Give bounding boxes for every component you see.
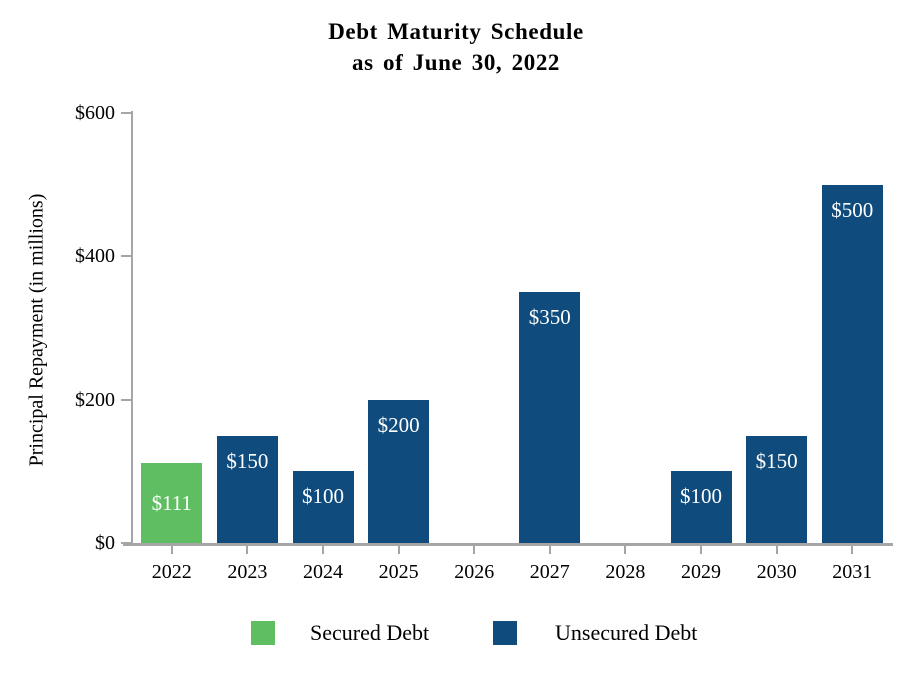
legend-swatch-unsecured-debt <box>493 621 517 645</box>
legend <box>0 621 912 647</box>
x-axis-label: 2023 <box>227 561 268 583</box>
chart-title-line2: as of June 30, 2022 <box>351 50 561 75</box>
legend-label-unsecured-debt: Unsecured Debt <box>555 620 698 645</box>
y-axis-tick <box>121 542 133 544</box>
x-axis-tick <box>851 546 853 554</box>
y-tick-label: $200 <box>75 388 115 411</box>
y-axis-tick <box>121 399 133 401</box>
y-axis-title: Principal Repayment (in millions) <box>25 193 48 467</box>
y-tick-label: $600 <box>75 102 115 124</box>
bar-2029 <box>671 471 732 543</box>
y-axis-tick <box>121 255 133 257</box>
chart-title-line1: Debt Maturity Schedule <box>328 19 584 44</box>
x-axis-label: 2025 <box>378 561 419 583</box>
bar-2031 <box>822 185 883 543</box>
x-axis-label: 2028 <box>605 561 646 583</box>
bar-value-label-2031: $500 <box>831 197 874 222</box>
bar-value-label-2025: $200 <box>377 412 420 437</box>
bar-value-label-2030: $150 <box>755 448 798 473</box>
x-axis-tick <box>549 546 551 554</box>
x-axis-tick <box>246 546 248 554</box>
legend-label-secured-debt: Secured Debt <box>310 620 430 645</box>
bar-2023 <box>217 436 278 544</box>
x-axis-tick <box>776 546 778 554</box>
bar-2024 <box>293 471 354 543</box>
bar-value-label-2029: $100 <box>680 484 722 509</box>
x-axis-tick <box>322 546 324 554</box>
bar-2022 <box>141 463 202 543</box>
x-axis-label: 2026 <box>454 561 495 583</box>
y-axis-line <box>131 111 133 546</box>
bar-2025 <box>368 400 429 543</box>
bar-2027 <box>519 292 580 543</box>
x-axis-tick <box>473 546 475 554</box>
bar-value-label-2022: $111 <box>151 491 193 516</box>
y-axis-tick <box>121 112 133 114</box>
x-axis-tick <box>700 546 702 554</box>
x-axis-label: 2029 <box>681 561 721 583</box>
x-axis-tick <box>398 546 400 554</box>
x-axis-label: 2030 <box>756 561 797 583</box>
bar-value-label-2027: $350 <box>528 305 571 330</box>
y-tick-label: $0 <box>95 532 115 554</box>
x-axis-tick <box>624 546 626 554</box>
x-axis-label: 2022 <box>151 561 192 583</box>
x-axis-label: 2027 <box>529 561 570 583</box>
x-axis-label: 2024 <box>303 561 343 583</box>
legend-swatch-secured-debt <box>251 621 275 645</box>
bar-value-label-2023: $150 <box>226 448 269 473</box>
x-axis-label: 2031 <box>832 561 873 583</box>
y-tick-label: $400 <box>75 245 115 268</box>
x-axis-tick <box>171 546 173 554</box>
bar-2030 <box>746 436 807 544</box>
bar-value-label-2024: $100 <box>302 484 344 509</box>
